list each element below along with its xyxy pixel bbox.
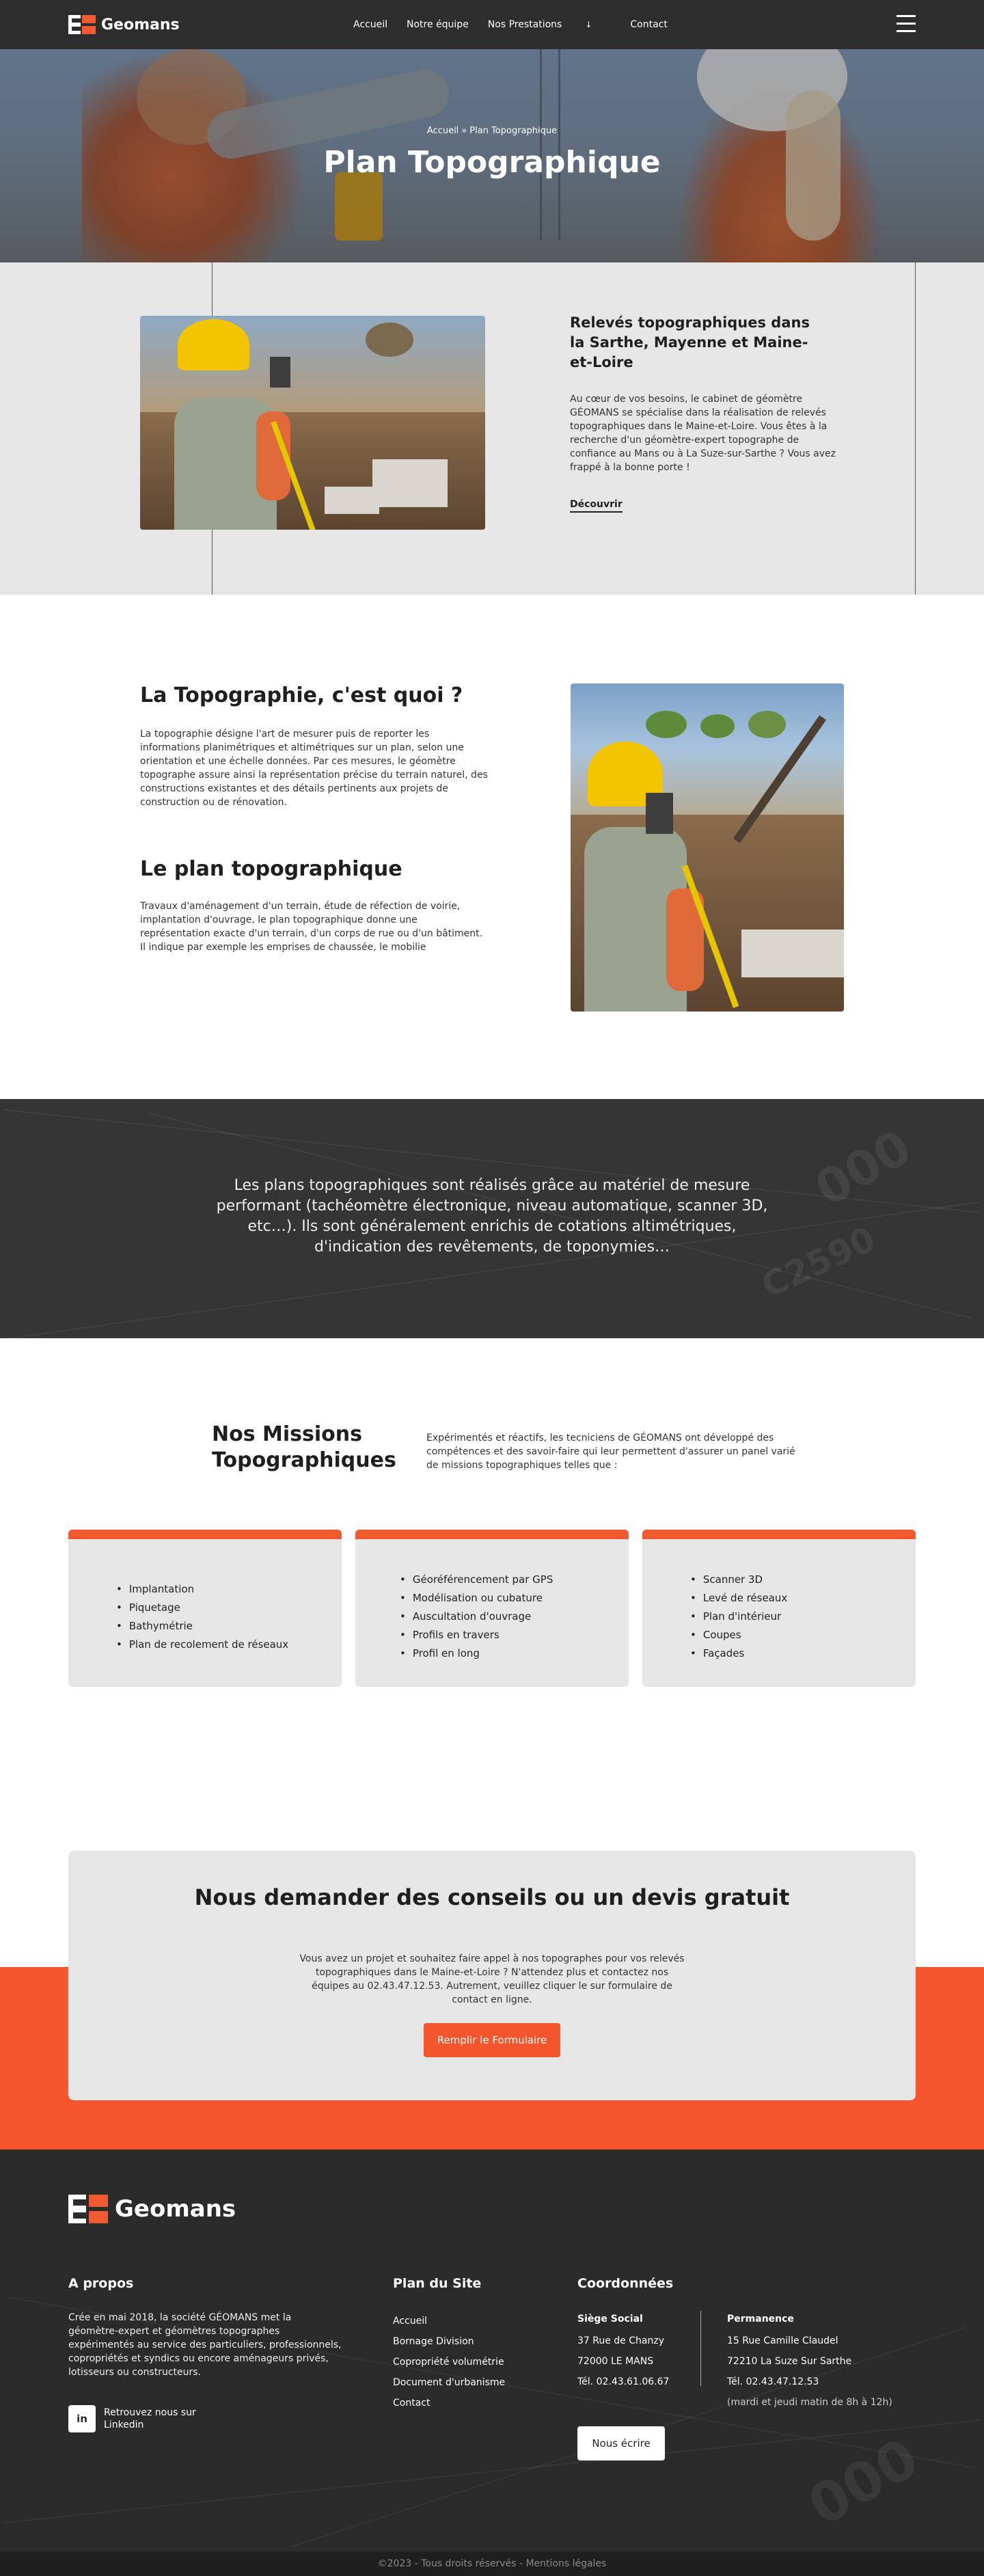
mission-list [116, 1580, 288, 1654]
plan-heading: Le plan topographique [140, 857, 402, 881]
sitemap-heading: Plan du Site [393, 2276, 482, 2291]
coordinates-heading: Coordonnées [577, 2276, 674, 2291]
mission-card [642, 1530, 916, 1687]
quote-text: Les plans topographiques sont réalisés grâce au matériel de mesure performant (tachéomètre électronique, niveau automatique, scanner 3D, etc…). Ils sont généralement enrichis de cotations altimétriques, d'indication des revêtements, de toponymies… [216, 1177, 768, 1256]
missions-intro: Expérimentés et réactifs, les tecniciens de GÉOMANS ont développé des compétences et des savoir-faire qui leur permettent d'assurer un panel varié de missions topographiques telles que : [426, 1433, 795, 1471]
logo-icon [68, 2195, 108, 2223]
page-title: Plan Topographique [323, 145, 661, 180]
mission-item: • Plan de recolement de réseaux [116, 1636, 288, 1654]
topography-heading: La Topographie, c'est quoi ? [140, 683, 463, 707]
mission-item: • Scanner 3D [690, 1571, 787, 1589]
footer: 000 Geomans A propos Crée en mai 2018, la société GÉOMANS met la géomètre-expert et géomètres topographes expérimentés au service des particuliers, professionnels, copropriétés et syndics ou encore aménageurs privés, lotisseurs ou constructeurs. in Retrouvez nous sur Linkedin Plan du Site Accueil Bornage Division Copropriété volumétrie Document d'urbanisme Contact Coordonnées Siège Social 37 Rue de Chanzy 72000 LE MANS Tél. 02.43.61.06.67 Permanence 15 Rue Camille Claudel 72210 La Suze Sur Sarthe Tél. 02.43.47.12.53 (mardi et jeudi matin de 8h à 12h) Nous écrire [0, 2150, 984, 2551]
missions-section [0, 1338, 984, 1851]
mission-item: • Coupes [690, 1626, 787, 1644]
decorative-line [915, 262, 916, 595]
about-heading: A propos [68, 2276, 134, 2291]
logo-text: Geomans [101, 16, 180, 33]
mission-item: • Plan d'intérieur [690, 1608, 787, 1626]
about-text: Crée en mai 2018, la société GÉOMANS met la géomètre-expert et géomètres topographes expérimentés au service des particuliers, professionnels, copropriétés et syndics ou encore aménageurs privés, lotisseurs ou constructeurs. [68, 2312, 342, 2378]
address-line: 72210 La Suze Sur Sarthe [727, 2356, 852, 2367]
sitemap-link[interactable]: Contact [393, 2398, 430, 2409]
nav-links [353, 19, 687, 30]
chevron-down-icon: ↓ [585, 20, 592, 29]
mission-list [690, 1571, 787, 1663]
head-office-address [577, 2331, 669, 2392]
mission-item: • Modélisation ou cubature [400, 1589, 553, 1608]
linkedin-icon: in [68, 2405, 96, 2432]
cta-title: Nous demander des conseils ou un devis gratuit [194, 1884, 790, 1910]
logo[interactable] [68, 15, 180, 34]
nav-link-contact[interactable]: Contact [630, 19, 668, 30]
mission-item: • Profil en long [400, 1644, 553, 1663]
surveyor-photo-2 [571, 683, 844, 1012]
cta-text: Vous avez un projet et souhaitez faire appel à nos topographes pour vos relevés topographiques dans le Maine-et-Loire ? N'attendez plus et contactez nos équipes au 02.43.47.12.53. Autrement, veuillez cliquer le sur formulaire de contact en ligne. [299, 1953, 685, 2005]
mission-list [400, 1571, 553, 1663]
hours-note: (mardi et jeudi matin de 8h à 12h) [727, 2397, 892, 2408]
nav-link-prestations[interactable] [488, 19, 612, 30]
sitemap-link[interactable]: Bornage Division [393, 2336, 474, 2347]
linkedin-text: Retrouvez nous sur [104, 2407, 196, 2418]
mission-card [355, 1530, 629, 1687]
breadcrumb [0, 126, 984, 136]
mission-item: • Géoréférencement par GPS [400, 1571, 553, 1589]
nav-link-equipe[interactable]: Notre équipe [407, 19, 469, 30]
phone-link[interactable]: Tél. 02.43.47.12.53 [727, 2376, 819, 2387]
surveyor-photo [140, 316, 485, 530]
logo-icon [68, 15, 96, 34]
mission-item: • Piquetage [116, 1599, 288, 1617]
top-navbar [0, 0, 984, 49]
head-office-heading: Siège Social [577, 2314, 643, 2324]
address-line: 72000 LE MANS [577, 2356, 654, 2367]
discover-link[interactable]: Découvrir [570, 499, 623, 513]
quote-band: 000 C2590 Les plans topographiques sont réalisés grâce au matériel de mesure performant (tachéomètre électronique, niveau automatique, scanner 3D, etc…). Ils sont généralement enrichis de cotations altimétriques, d'indication des revêtements, de toponymies… [0, 1099, 984, 1338]
sitemap-links [393, 2311, 505, 2413]
nav-link-prestations-label: Nos Prestations [487, 19, 562, 30]
intro-section [0, 262, 984, 595]
nav-link-accueil[interactable]: Accueil [353, 19, 387, 30]
linkedin-link[interactable] [68, 2405, 196, 2432]
topography-section [0, 595, 984, 1099]
mission-card [68, 1530, 342, 1687]
topography-text: La topographie désigne l'art de mesurer puis de reporter les informations planimétriques et altimétriques sur un plan, selon une orientation et une échelle données. Par ces mesures, le géomètre topographe assure ainsi la représentation précise du terrain naturel, des constructions existantes et des détails pertinents aux projets de construction ou de rénovation. [140, 729, 488, 808]
copyright-bar[interactable]: ©2023 - Tous droits réservés - Mentions légales [0, 2551, 984, 2576]
missions-title: Nos Missions Topographiques [212, 1422, 396, 1472]
permanence-heading: Permanence [727, 2314, 794, 2324]
sitemap-link[interactable]: Copropriété volumétrie [393, 2357, 504, 2368]
permanence-address [727, 2331, 892, 2413]
sitemap-link[interactable]: Accueil [393, 2316, 427, 2327]
linkedin-text: Linkedin [104, 2419, 144, 2430]
section-title: Relevés topographiques dans la Sarthe, Mayenne et Maine-et-Loire [570, 314, 810, 370]
mission-item: • Levé de réseaux [690, 1589, 787, 1608]
write-us-button[interactable]: Nous écrire [577, 2426, 665, 2460]
fill-form-button[interactable]: Remplir le Formulaire [424, 2023, 560, 2057]
plan-text: Travaux d'aménagement d'un terrain, étude de réfection de voirie, implantation d'ouvrage, le plan topographique donne une représentation exacte d'un terrain, d'un corps de rue ou d'un bâtiment. Il indique par exemple les emprises de chaussée, le mobilie [140, 901, 483, 953]
hero-banner [0, 49, 984, 262]
address-line: 15 Rue Camille Claudel [727, 2335, 838, 2346]
footer-logo-text: Geomans [115, 2195, 236, 2223]
footer-logo[interactable] [68, 2195, 236, 2223]
breadcrumb-separator: » [461, 126, 467, 136]
mission-item: • Auscultation d'ouvrage [400, 1608, 553, 1626]
breadcrumb-current: Plan Topographique [469, 126, 558, 136]
mission-item: • Façades [690, 1644, 787, 1663]
sitemap-link[interactable]: Document d'urbanisme [393, 2377, 506, 2388]
hamburger-menu-icon[interactable] [897, 15, 916, 33]
breadcrumb-home[interactable]: Accueil [426, 126, 459, 136]
divider [700, 2311, 701, 2386]
address-line: 37 Rue de Chanzy [577, 2335, 664, 2346]
cta-box [68, 1851, 916, 2100]
mission-item: • Implantation [116, 1580, 288, 1599]
mission-item: • Profils en travers [400, 1626, 553, 1644]
section-text: Au cœur de vos besoins, le cabinet de géomètre GÉOMANS se spécialise dans la réalisation de relevés topographiques dans le Maine-et-Loire. Vous êtes à la recherche d'un géomètre-expert topographe de confiance au Mans ou à La Suze-sur-Sarthe ? Vous avez frappé à la bonne porte ! [570, 394, 836, 473]
phone-link[interactable]: Tél. 02.43.61.06.67 [577, 2376, 670, 2387]
mission-item: • Bathymétrie [116, 1617, 288, 1636]
